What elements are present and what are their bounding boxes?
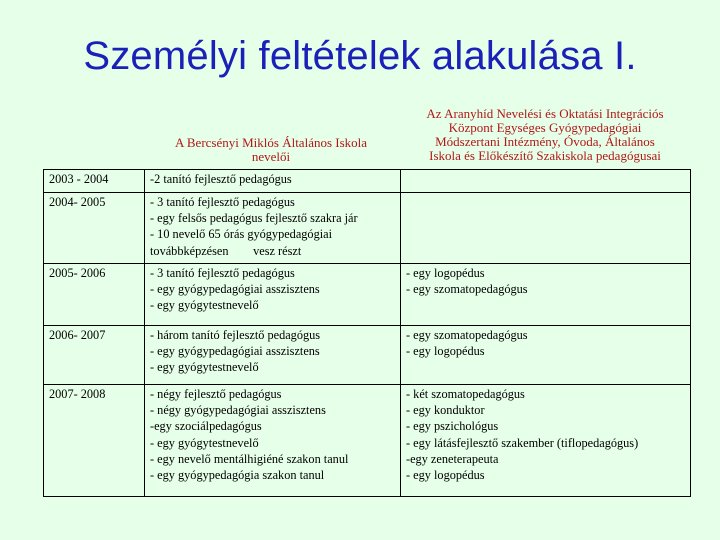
table-row	[44, 385, 691, 497]
header-line: nevelői	[251, 149, 291, 164]
staff-line: - egy szomatopedagógus	[406, 328, 528, 342]
staff-line: - két szomatopedagógus	[406, 387, 525, 401]
school-year-cell: 2006- 2007	[44, 326, 145, 385]
aranyhid-staff-cell	[401, 193, 691, 264]
staff-line: - egy felsős pedagógus fejlesztő szakra jár	[150, 211, 358, 226]
bercsenyi-staff-cell	[145, 170, 401, 193]
aranyhid-staff-cell	[401, 326, 691, 385]
staff-line: - egy gyógypedagógiai asszisztens	[150, 282, 320, 297]
header-line: Központ Egységes Gyógypedagógiai	[448, 120, 642, 135]
staff-line: - egy pszichológus	[406, 419, 499, 434]
staff-line: - egy gyógytestnevelő	[150, 360, 259, 375]
header-line: Az Aranyhíd Nevelési és Oktatási Integrációs	[426, 106, 664, 121]
staff-line: - egy gyógytestnevelő	[150, 435, 259, 450]
staff-line: - egy gyógypedagógiai asszisztens	[150, 344, 320, 359]
bercsenyi-staff-cell	[145, 193, 401, 264]
column-header-bercsenyi	[140, 136, 402, 164]
staff-line: - egy gyógypedagógia szakon tanul	[150, 468, 325, 483]
staffing-table	[43, 169, 691, 497]
staff-line: -egy zeneterapeuta	[406, 451, 499, 466]
aranyhid-staff-cell	[401, 170, 691, 193]
staff-line: -egy szociálpedagógus	[150, 419, 262, 434]
staffing-table-body	[44, 170, 691, 497]
column-header-aranyhid	[400, 107, 690, 163]
staff-line: - egy gyógytestnevelő	[150, 298, 259, 313]
staff-line: - egy logopédus	[406, 468, 485, 483]
table-row	[44, 170, 691, 193]
staff-line: - 3 tanító fejlesztő pedagógus	[150, 195, 295, 209]
staff-line: - egy nevelő mentálhigiéné szakon tanul	[150, 451, 349, 466]
staff-line: - három tanító fejlesztő pedagógus	[150, 328, 321, 342]
school-year-cell: 2005- 2006	[44, 264, 145, 326]
header-line: Iskola és Előkészítő Szakiskola pedagógusai	[429, 148, 661, 163]
staff-line: - négy fejlesztő pedagógus	[150, 387, 282, 401]
aranyhid-staff-cell	[401, 385, 691, 497]
school-year-cell: 2004- 2005	[44, 193, 145, 264]
header-line: Módszertani Intézmény, Óvoda, Általános	[435, 134, 655, 149]
table-row	[44, 193, 691, 264]
staff-line: továbbképzésen vesz részt	[150, 243, 302, 258]
table-row	[44, 264, 691, 326]
staff-line: -2 tanító fejlesztő pedagógus	[150, 172, 292, 186]
slide-title: Személyi feltételek alakulása I.	[83, 34, 637, 78]
table-row	[44, 326, 691, 385]
school-year-cell: 2003 - 2004	[44, 170, 145, 193]
staff-line: - egy logopédus	[406, 266, 485, 280]
bercsenyi-staff-cell	[145, 326, 401, 385]
staff-line: - egy szomatopedagógus	[406, 282, 528, 297]
staff-line: - négy gyógypedagógiai asszisztens	[150, 403, 326, 418]
header-line: A Bercsényi Miklós Általános Iskola	[174, 135, 368, 150]
staff-line: - 10 nevelő 65 órás gyógypedagógiai	[150, 227, 333, 242]
bercsenyi-staff-cell	[145, 264, 401, 326]
staff-line: - egy konduktor	[406, 403, 485, 418]
staff-line: - 3 tanító fejlesztő pedagógus	[150, 266, 295, 280]
staff-line: - egy látásfejlesztő szakember (tiflopedagógus)	[406, 435, 639, 450]
school-year-cell: 2007- 2008	[44, 385, 145, 497]
staff-line: - egy logopédus	[406, 344, 485, 359]
bercsenyi-staff-cell	[145, 385, 401, 497]
aranyhid-staff-cell	[401, 264, 691, 326]
